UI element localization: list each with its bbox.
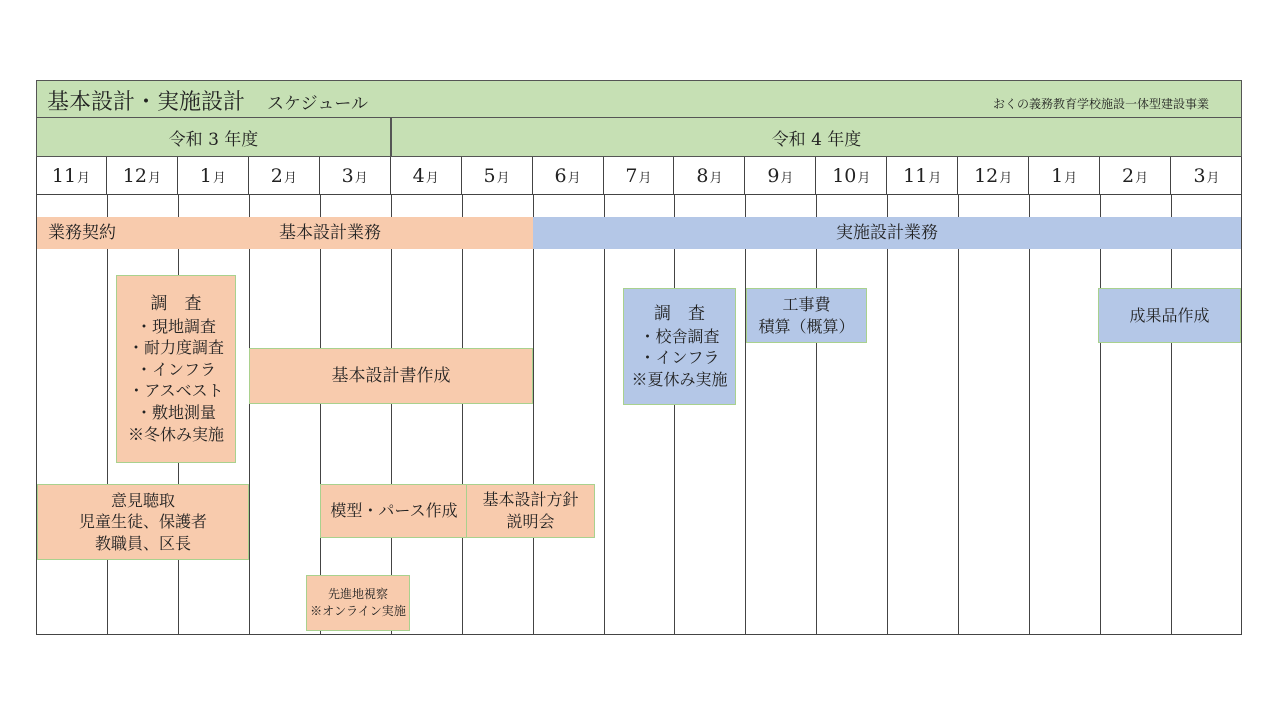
month-cell bbox=[178, 157, 249, 195]
task-site-visit-line: 先進地視察 bbox=[327, 587, 388, 602]
month-unit: 月 bbox=[709, 170, 723, 186]
grid-column-line bbox=[1241, 195, 1242, 635]
month-cell bbox=[1029, 157, 1100, 195]
month-unit: 月 bbox=[928, 170, 942, 186]
phase-basic-design: 基本設計業務 bbox=[127, 217, 533, 249]
task-site-visit bbox=[306, 575, 410, 631]
title-main-text: 基本設計・実施設計 bbox=[47, 90, 246, 115]
grid-column-line bbox=[36, 195, 37, 635]
month-number: 5 bbox=[483, 165, 496, 187]
month-cell bbox=[533, 157, 604, 195]
phase-detailed-design: 実施設計業務 bbox=[533, 217, 1241, 249]
grid-column-line bbox=[391, 195, 392, 635]
month-number: 7 bbox=[625, 165, 638, 187]
month-cell bbox=[462, 157, 533, 195]
grid-column-line bbox=[674, 195, 675, 635]
task-cost-estimate-line: 工事費 bbox=[782, 294, 831, 314]
month-unit: 月 bbox=[425, 170, 439, 186]
task-survey-summer-line: ※夏休み実施 bbox=[631, 369, 728, 389]
task-cost-estimate bbox=[746, 288, 867, 343]
month-number: 11 bbox=[51, 165, 77, 187]
month-cell bbox=[745, 157, 816, 195]
task-opinion-line: 教職員、区長 bbox=[94, 533, 191, 553]
task-survey-summer bbox=[623, 288, 736, 405]
task-opinion-hearing bbox=[37, 484, 249, 560]
grid-column-line bbox=[1100, 195, 1101, 635]
task-survey-summer-line: ・インフラ bbox=[639, 348, 720, 368]
schedule-title-bar bbox=[36, 80, 1242, 118]
task-survey-winter bbox=[116, 275, 236, 463]
task-survey-summer-title: 調 査 bbox=[654, 303, 705, 324]
month-number: 3 bbox=[1193, 165, 1206, 187]
project-name: おくの義務教育学校施設一体型建設事業 bbox=[992, 97, 1209, 111]
task-basic-design-document: 基本設計書作成 bbox=[249, 348, 533, 404]
month-number: 1 bbox=[199, 165, 212, 187]
title-subtitle: スケジュール bbox=[267, 94, 368, 114]
task-survey-winter-line: ・現地調査 bbox=[135, 316, 216, 336]
month-cell bbox=[320, 157, 391, 195]
grid-column-line bbox=[887, 195, 888, 635]
month-unit: 月 bbox=[1064, 170, 1078, 186]
month-unit: 月 bbox=[567, 170, 581, 186]
task-survey-winter-line: ※冬休み実施 bbox=[127, 424, 224, 444]
grid-column-line bbox=[1171, 195, 1172, 635]
month-cell bbox=[36, 157, 107, 195]
fiscal-year-r4: 令和 4 年度 bbox=[391, 118, 1242, 157]
task-policy-line: 説明会 bbox=[506, 512, 555, 531]
month-cell bbox=[604, 157, 675, 195]
grid-column-line bbox=[1029, 195, 1030, 635]
task-survey-winter-line: ・インフラ bbox=[135, 359, 216, 379]
grid-bottom-line bbox=[36, 634, 1242, 635]
task-model-perspective: 模型・パース作成 bbox=[320, 484, 468, 538]
month-number: 6 bbox=[554, 165, 567, 187]
phase-contract: 業務契約 bbox=[37, 217, 127, 249]
month-unit: 月 bbox=[780, 170, 794, 186]
month-unit: 月 bbox=[354, 170, 368, 186]
task-deliverables: 成果品作成 bbox=[1098, 288, 1241, 343]
month-number: 1 bbox=[1051, 165, 1064, 187]
task-policy-briefing bbox=[466, 484, 595, 538]
grid-column-line bbox=[604, 195, 605, 635]
month-unit: 月 bbox=[1135, 170, 1149, 186]
month-unit: 月 bbox=[638, 170, 652, 186]
grid-column-line bbox=[533, 195, 534, 635]
month-unit: 月 bbox=[1206, 170, 1220, 186]
month-cell bbox=[107, 157, 178, 195]
task-survey-summer-line: ・校舎調査 bbox=[639, 326, 720, 346]
fiscal-year-r3: 令和 3 年度 bbox=[36, 118, 391, 157]
month-cell bbox=[958, 157, 1029, 195]
grid-column-line bbox=[249, 195, 250, 635]
month-unit: 月 bbox=[496, 170, 510, 186]
month-cell bbox=[674, 157, 745, 195]
task-opinion-line: 児童生徒、保護者 bbox=[78, 512, 207, 532]
grid-column-line bbox=[958, 195, 959, 635]
month-unit: 月 bbox=[212, 170, 226, 186]
month-unit: 月 bbox=[77, 170, 91, 186]
month-number: 10 bbox=[832, 165, 857, 187]
grid-column-line bbox=[107, 195, 108, 635]
month-number: 12 bbox=[974, 165, 999, 187]
task-survey-winter-line: ・耐力度調査 bbox=[127, 338, 224, 358]
task-survey-winter-line: ・敷地測量 bbox=[135, 403, 216, 423]
task-opinion-line: 意見聴取 bbox=[110, 490, 175, 510]
month-number: 8 bbox=[696, 165, 709, 187]
month-number: 4 bbox=[412, 165, 425, 187]
month-number: 11 bbox=[903, 165, 928, 187]
grid-column-line bbox=[320, 195, 321, 635]
month-unit: 月 bbox=[999, 170, 1013, 186]
page-title bbox=[47, 85, 368, 116]
task-survey-winter-line: ・アスベスト bbox=[128, 381, 224, 401]
month-number: 3 bbox=[341, 165, 354, 187]
month-number: 9 bbox=[767, 165, 780, 187]
month-cell bbox=[249, 157, 320, 195]
month-unit: 月 bbox=[857, 170, 871, 186]
month-cell bbox=[1100, 157, 1171, 195]
grid-column-line bbox=[462, 195, 463, 635]
grid-column-line bbox=[745, 195, 746, 635]
month-number: 12 bbox=[122, 165, 147, 187]
grid-column-line bbox=[816, 195, 817, 635]
task-policy-line: 基本設計方針 bbox=[482, 490, 579, 510]
month-number: 2 bbox=[1122, 165, 1135, 187]
task-cost-estimate-line: 積算（概算） bbox=[758, 316, 855, 336]
month-cell bbox=[887, 157, 958, 195]
task-site-visit-line: ※オンライン実施 bbox=[310, 604, 406, 618]
task-survey-winter-title: 調 査 bbox=[150, 293, 202, 314]
month-unit: 月 bbox=[283, 170, 297, 186]
month-number: 2 bbox=[270, 165, 283, 187]
month-unit: 月 bbox=[147, 170, 161, 186]
month-cell bbox=[816, 157, 887, 195]
month-cell bbox=[391, 157, 462, 195]
month-cell bbox=[1171, 157, 1242, 195]
